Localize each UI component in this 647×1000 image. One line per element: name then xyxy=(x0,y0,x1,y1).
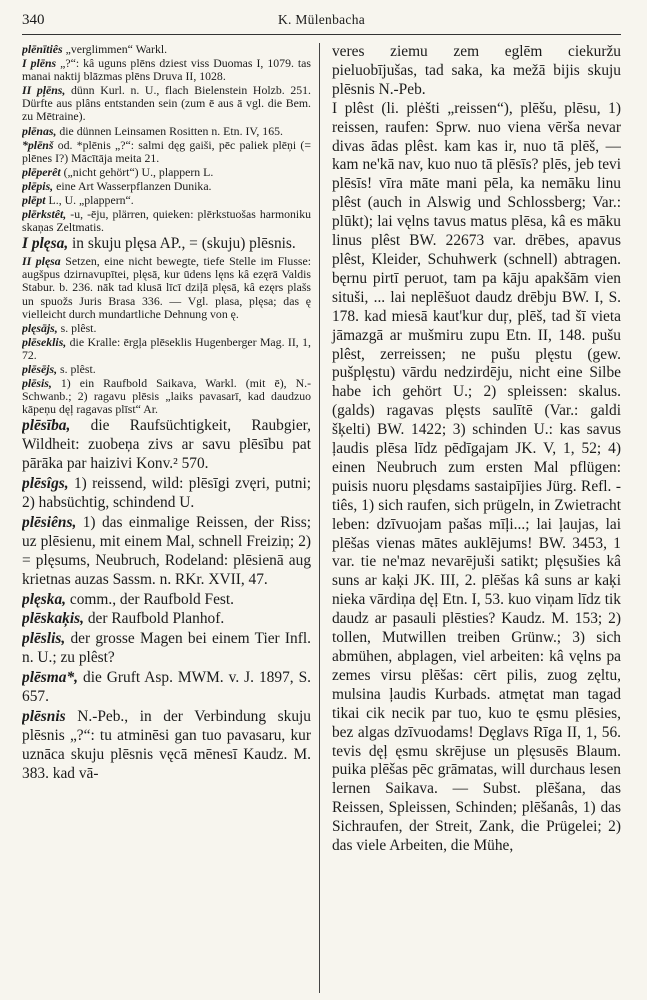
entry-definition: L., U. „plappern“. xyxy=(45,193,134,208)
dictionary-entry xyxy=(22,417,311,474)
entry-headword: plęsājs, xyxy=(22,320,58,335)
entry-definition: dünn Kurl. n. U., flach Bielenstein Holzb. 251. Dürfte aus plâns entstanden sein (zum ē aus ā vgl. die Bem. zu Mētraine). xyxy=(22,83,312,124)
dictionary-entry xyxy=(22,180,311,193)
dictionary-entry xyxy=(22,84,311,123)
dictionary-entry xyxy=(22,139,311,165)
left-column xyxy=(22,43,319,993)
entry-headword: plēperêt xyxy=(22,164,61,179)
entry-headword: plēsnis xyxy=(22,707,66,725)
entry-definition: in skuju plęsa AP., = (skuju) plēsnis. xyxy=(68,235,296,253)
dictionary-entry xyxy=(22,125,311,138)
entry-headword: *plēnš xyxy=(22,137,54,152)
entry-headword: plērkstêt, xyxy=(22,207,67,222)
entry-definition: der grosse Magen bei einem Tier Infl. n. U.; zu plêst? xyxy=(22,630,312,667)
dictionary-entry xyxy=(22,208,311,234)
dictionary-entry xyxy=(22,43,311,56)
page-number: 340 xyxy=(22,12,45,28)
entry-headword: plēsiêns, xyxy=(22,513,77,531)
entry-definition: s. plêst. xyxy=(57,320,97,335)
entry-definition: die Gruft Asp. MWM. v. J. 1897, S. 657. xyxy=(22,669,312,706)
page-header xyxy=(22,12,621,35)
entry-headword: plēsîgs, xyxy=(22,475,69,493)
dictionary-entry xyxy=(22,322,311,335)
entry-definition: -u, -ēju, plärren, quieken: plērkstuošas harmoniku skaņas Zeltmatis. xyxy=(22,207,312,235)
entry-paragraph: veres ziemu zem eglēm ciekuržu pieluobījušas, tad saka, ka mežā bijis skuju plēsnis N.-Peb. xyxy=(331,43,621,98)
dictionary-entry xyxy=(22,255,311,320)
entry-definition: der Raufbold Planhof. xyxy=(84,610,225,628)
dictionary-entry xyxy=(22,363,311,376)
running-head: K. Mülenbacha xyxy=(277,12,366,27)
entry-headword: plēpis, xyxy=(22,178,54,193)
entry-definition: N.-Peb., in der Verbindung skuju plēsnis „?“: tu atminēsi gan tuo pavasaru, kur uznāca skuju plēsnis vęcā mēnesī Kaudz. M. 383. kad vā- xyxy=(22,707,312,782)
entry-definition: od. *plēnis „?“: salmi dęg gaiši, pēc paliek plēņi (= plēnes I?) Mācītāja meita 21. xyxy=(22,137,312,165)
entry-definition: 1) ein Raufbold Saikava, Warkl. (mit ē), N.-Schwanb.; 2) ragavu plēsis „laiks pavasarī, kad daudzuo kāpeņu dęļ ragavas plīst“ Ar. xyxy=(22,376,312,417)
entry-definition: „?“: kâ uguns plēns dziest viss Duomas I, 1079. tas manai naktij blāzmas plēns Druva II, 1028. xyxy=(22,56,312,84)
entry-definition: Setzen, eine nicht bewegte, tiefe Stelle im Flusse: augšpus dzirnavupītei, plęsā, kur ūdens lęns kâ ezęrā Valdis Stabur. b. 236. nāk tad klusā līcī dziļā plęsā, kâ ezęrs plašs un spuožs Juris Brasa 336. — Vgl. plasa, plęsa; das ę vielleicht durch mundartliche Dehnung von ę. xyxy=(22,254,312,321)
dictionary-entry xyxy=(22,57,311,83)
entry-headword: plēnas, xyxy=(22,123,57,138)
two-column-body xyxy=(22,43,621,993)
entry-headword: plēslis, xyxy=(22,630,66,648)
entry-headword: plēsis, xyxy=(22,376,52,391)
entry-definition: 1) reissend, wild: plēsīgi zvęri, putni; 2) habsüchtig, schindend U. xyxy=(22,475,312,511)
dictionary-entry xyxy=(22,514,311,590)
entry-definition: die Raufsüchtigkeit, Raubgier, Wildheit: zuobeņa zivs ar savu plēsību pat pārāka par haizivi Konv.² 570. xyxy=(22,417,312,473)
entry-definition: 1) das einmalige Reissen, der Riss; uz plēsienu, mit einem Mal, schnell Freiziņ; 2) = plęsums, Neubruch, Rodeland: plēsienā aug krietnas auzas Sassm. n. RKr. XVII, 47. xyxy=(22,513,312,588)
entry-headword: plēnītiês xyxy=(22,43,63,56)
dictionary-entry xyxy=(22,591,311,610)
dictionary-entry xyxy=(22,235,311,254)
entry-definition: s. plêst. xyxy=(57,361,96,376)
entry-headword: plēsējs, xyxy=(22,361,58,376)
entry-headword: plēsība, xyxy=(22,417,71,435)
entry-headword: plēskaķis, xyxy=(22,610,84,628)
dictionary-entry xyxy=(22,630,311,668)
dictionary-entry xyxy=(22,166,311,179)
entry-definition: „verglimmen“ Warkl. xyxy=(62,43,168,56)
entry-headword: plęska, xyxy=(22,590,67,608)
entry-headword: II pl̦ēns, xyxy=(22,83,66,98)
right-column xyxy=(328,43,621,993)
entry-paragraph: I plêst (li. plėšti „reissen“), plēšu, plēsu, 1) reissen, raufen: Sprw. nuo viena vērša nevar divas ādas plêst. kam kas ir, nuo tā plēš, — kam ne'kā nav, kuo nuo tā plēsīs? plēs, jeb tevi plēsīs! vīra māte mani pēla, ka nemāku linu plêst (auch in Alswig und Schlossberg; Var.: plūkt); lai vęlns tavus matus plēsa, kâ es māku linus plêst BW. 22673 var. drēbes, apavus plêst, Kleider, Schuhwerk (schnell) abtragen. bęrnu pirtī peruot, tam pa kāju apakšām vien situši, ... lai neplēšuot daudz drēbju BW. I, S. 178. kad miesā kaut'kur duŗ, plēš, tad šī vieta jāmazgā ar mušmiru zupu Etn. II, 148. pušu plêst, zerreissen; ne pušu plęstu (gew. pušplęstu) vārdu nedzirdēju, nicht eine Silbe habe ich gehört U.; 2) spleissen: skalus. (galds) ragavas plęsts saulītē (Var.: galdi šķelti) BW. 1422; 3) schinden U.: kas savus ļaudis plēsa līdz pēdīgajam JK. V, 1, 52; 4) einen Neubruch zum ersten Mal pflügen: puisis nuoru plęsdams sastaipījies Jürg. Refl. -tiês, 1) sich raufen, sich prügeln, in Zwietracht leben: dzīvuojam pašas mīļi...; lai ļaujas, lai plēšas vienas mātes auklējums! BW. 3453, 1 var. tie ne'maz nevarējuši satikt; plęsušies kâ suns ar kaķi JK. III, 2. plēšas kâ suns ar kaķi nieka vārdiņa dęļ Etn. I, 53. kuo viņam līdz tik daudz ar pasauli plēsties? Kaudz. M. 153; 2) tollen, Mutwillen treiben Grünw.; 3) sich abmühen, abplagen, viel arbeiten: kâ vęlns pa zemes virsu plēšas: cērt pilis, zuog zęltu, mulsina ļaudis Kurbads. atmętat man tagad tikai cik necik par tuo, kuo te ęsmu plēsies, bez algas dzīvuodams! Dęglavs Rīga II, 1, 56. tevis dęļ ęsmu skrējuse un plęsusēs Blaum. puika plēšas pēc grāmatas, will durchaus lesen lernen Saikava. — Subst. plēšana, das Reissen, Spleissen, Schinden; plēšanâs, 1) das Sichraufen, der Streit, Zank, die Prügelei; 2) das viele Arbeiten, die Mühe, xyxy=(331,99,621,855)
dictionary-entry xyxy=(22,377,311,416)
entry-definition: („nicht gehört“) U., plappern L. xyxy=(60,164,214,179)
entry-definition: eine Art Wasserpflanzen Dunika. xyxy=(53,178,212,193)
entry-definition: die dünnen Leinsamen Rositten n. Etn. IV, 165. xyxy=(56,123,283,138)
entry-definition: die Kralle: ērgļa plēseklis Hugenberger Mag. II, 1, 72. xyxy=(22,334,312,362)
dictionary-entry xyxy=(22,669,311,707)
entry-headword: plēpt xyxy=(22,193,46,208)
column-rule xyxy=(319,43,320,993)
dictionary-entry xyxy=(22,336,311,362)
dictionary-entry xyxy=(22,475,311,513)
dictionary-entry xyxy=(22,610,311,629)
dictionary-entry xyxy=(22,194,311,207)
entry-headword: plēsma*, xyxy=(22,669,79,687)
entry-headword: II plęsa xyxy=(22,254,61,269)
dictionary-entry xyxy=(22,708,311,784)
entry-headword: I plēns xyxy=(22,56,57,71)
entry-definition: comm., der Raufbold Fest. xyxy=(66,590,235,608)
entry-headword: I plęsa, xyxy=(22,235,69,253)
entry-headword: plēseklis, xyxy=(22,334,67,349)
